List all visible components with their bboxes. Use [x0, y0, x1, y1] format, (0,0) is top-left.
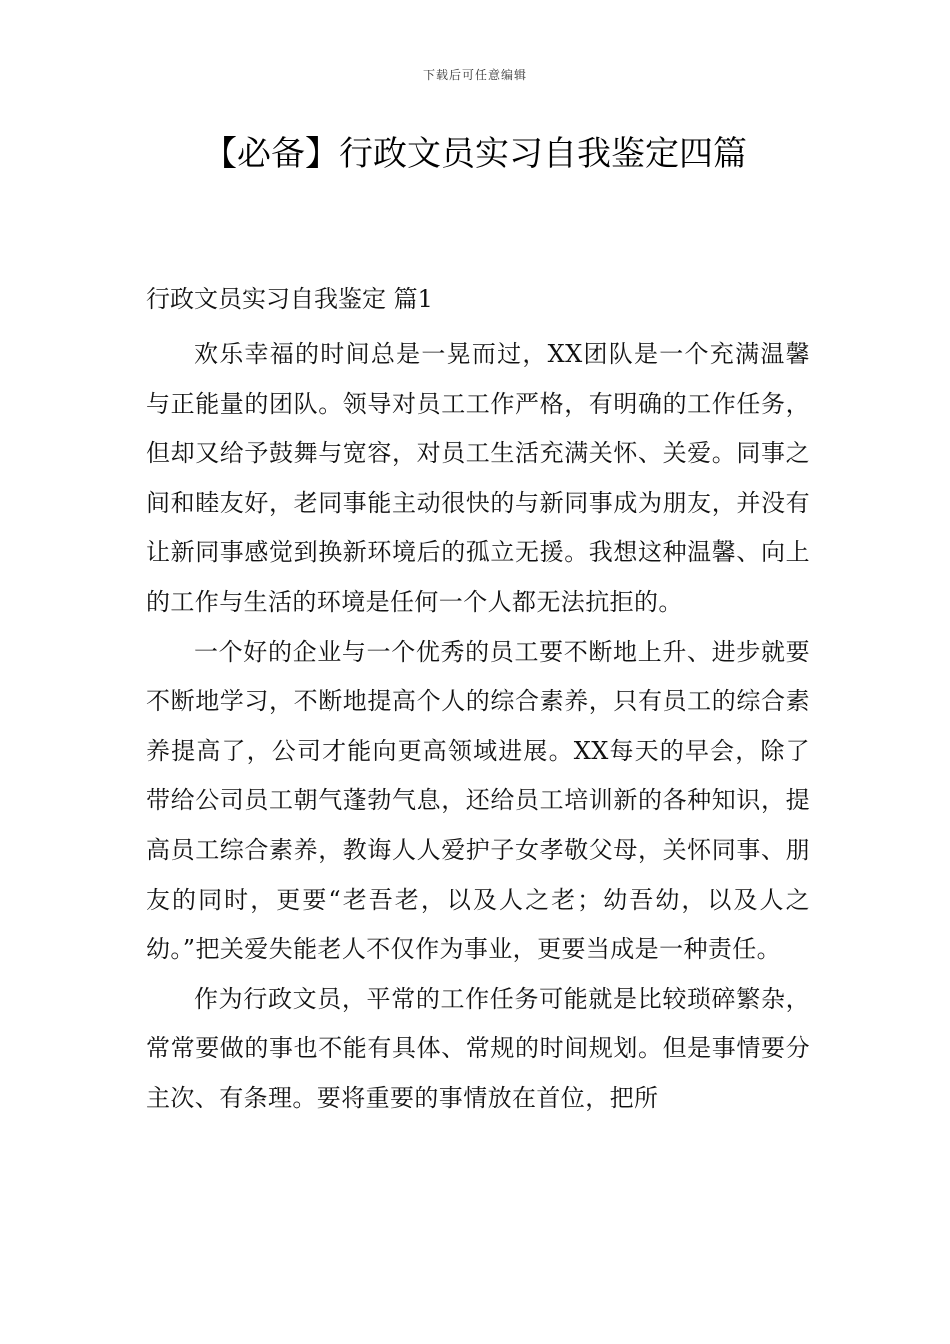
document-body [146, 280, 810, 1124]
paragraph-1: 欢乐幸福的时间总是一晃而过，XX团队是一个充满温馨与正能量的团队。领导对员工工作严格，有明确的工作任务，但却又给予鼓舞与宽容，对员工生活充满关怀、关爱。同事之间和睦友好，老同事能主动很快的与新同事成为朋友，并没有让新同事感觉到换新环境后的孤立无援。我想这种温馨、向上的工作与生活的环境是任何一个人都无法抗拒的。 [146, 340, 810, 616]
paragraph-2: 一个好的企业与一个优秀的员工要不断地上升、进步就要不断地学习，不断地提高个人的综合素养，只有员工的综合素养提高了，公司才能向更高领域进展。XX每天的早会，除了带给公司员工朝气蓬勃气息，还给员工培训新的各种知识，提高员工综合素养，教诲人人爱护子女孝敬父母，关怀同事、朋友的同时，更要“老吾老，以及人之老；幼吾幼，以及人之幼。”把关爱失能老人不仅作为事业，更要当成是一种责任。 [146, 637, 810, 964]
section-heading: 行政文员实习自我鉴定 篇1 [146, 285, 433, 313]
document-title: 【必备】行政文员实习自我鉴定四篇 [203, 134, 747, 174]
paragraph-3: 作为行政文员，平常的工作任务可能就是比较琐碎繁杂，常常要做的事也不能有具体、常规的时间规划。但是事情要分主次、有条理。要将重要的事情放在首位，把所 [146, 984, 810, 1112]
header-note: 下载后可任意编辑 [422, 68, 527, 82]
